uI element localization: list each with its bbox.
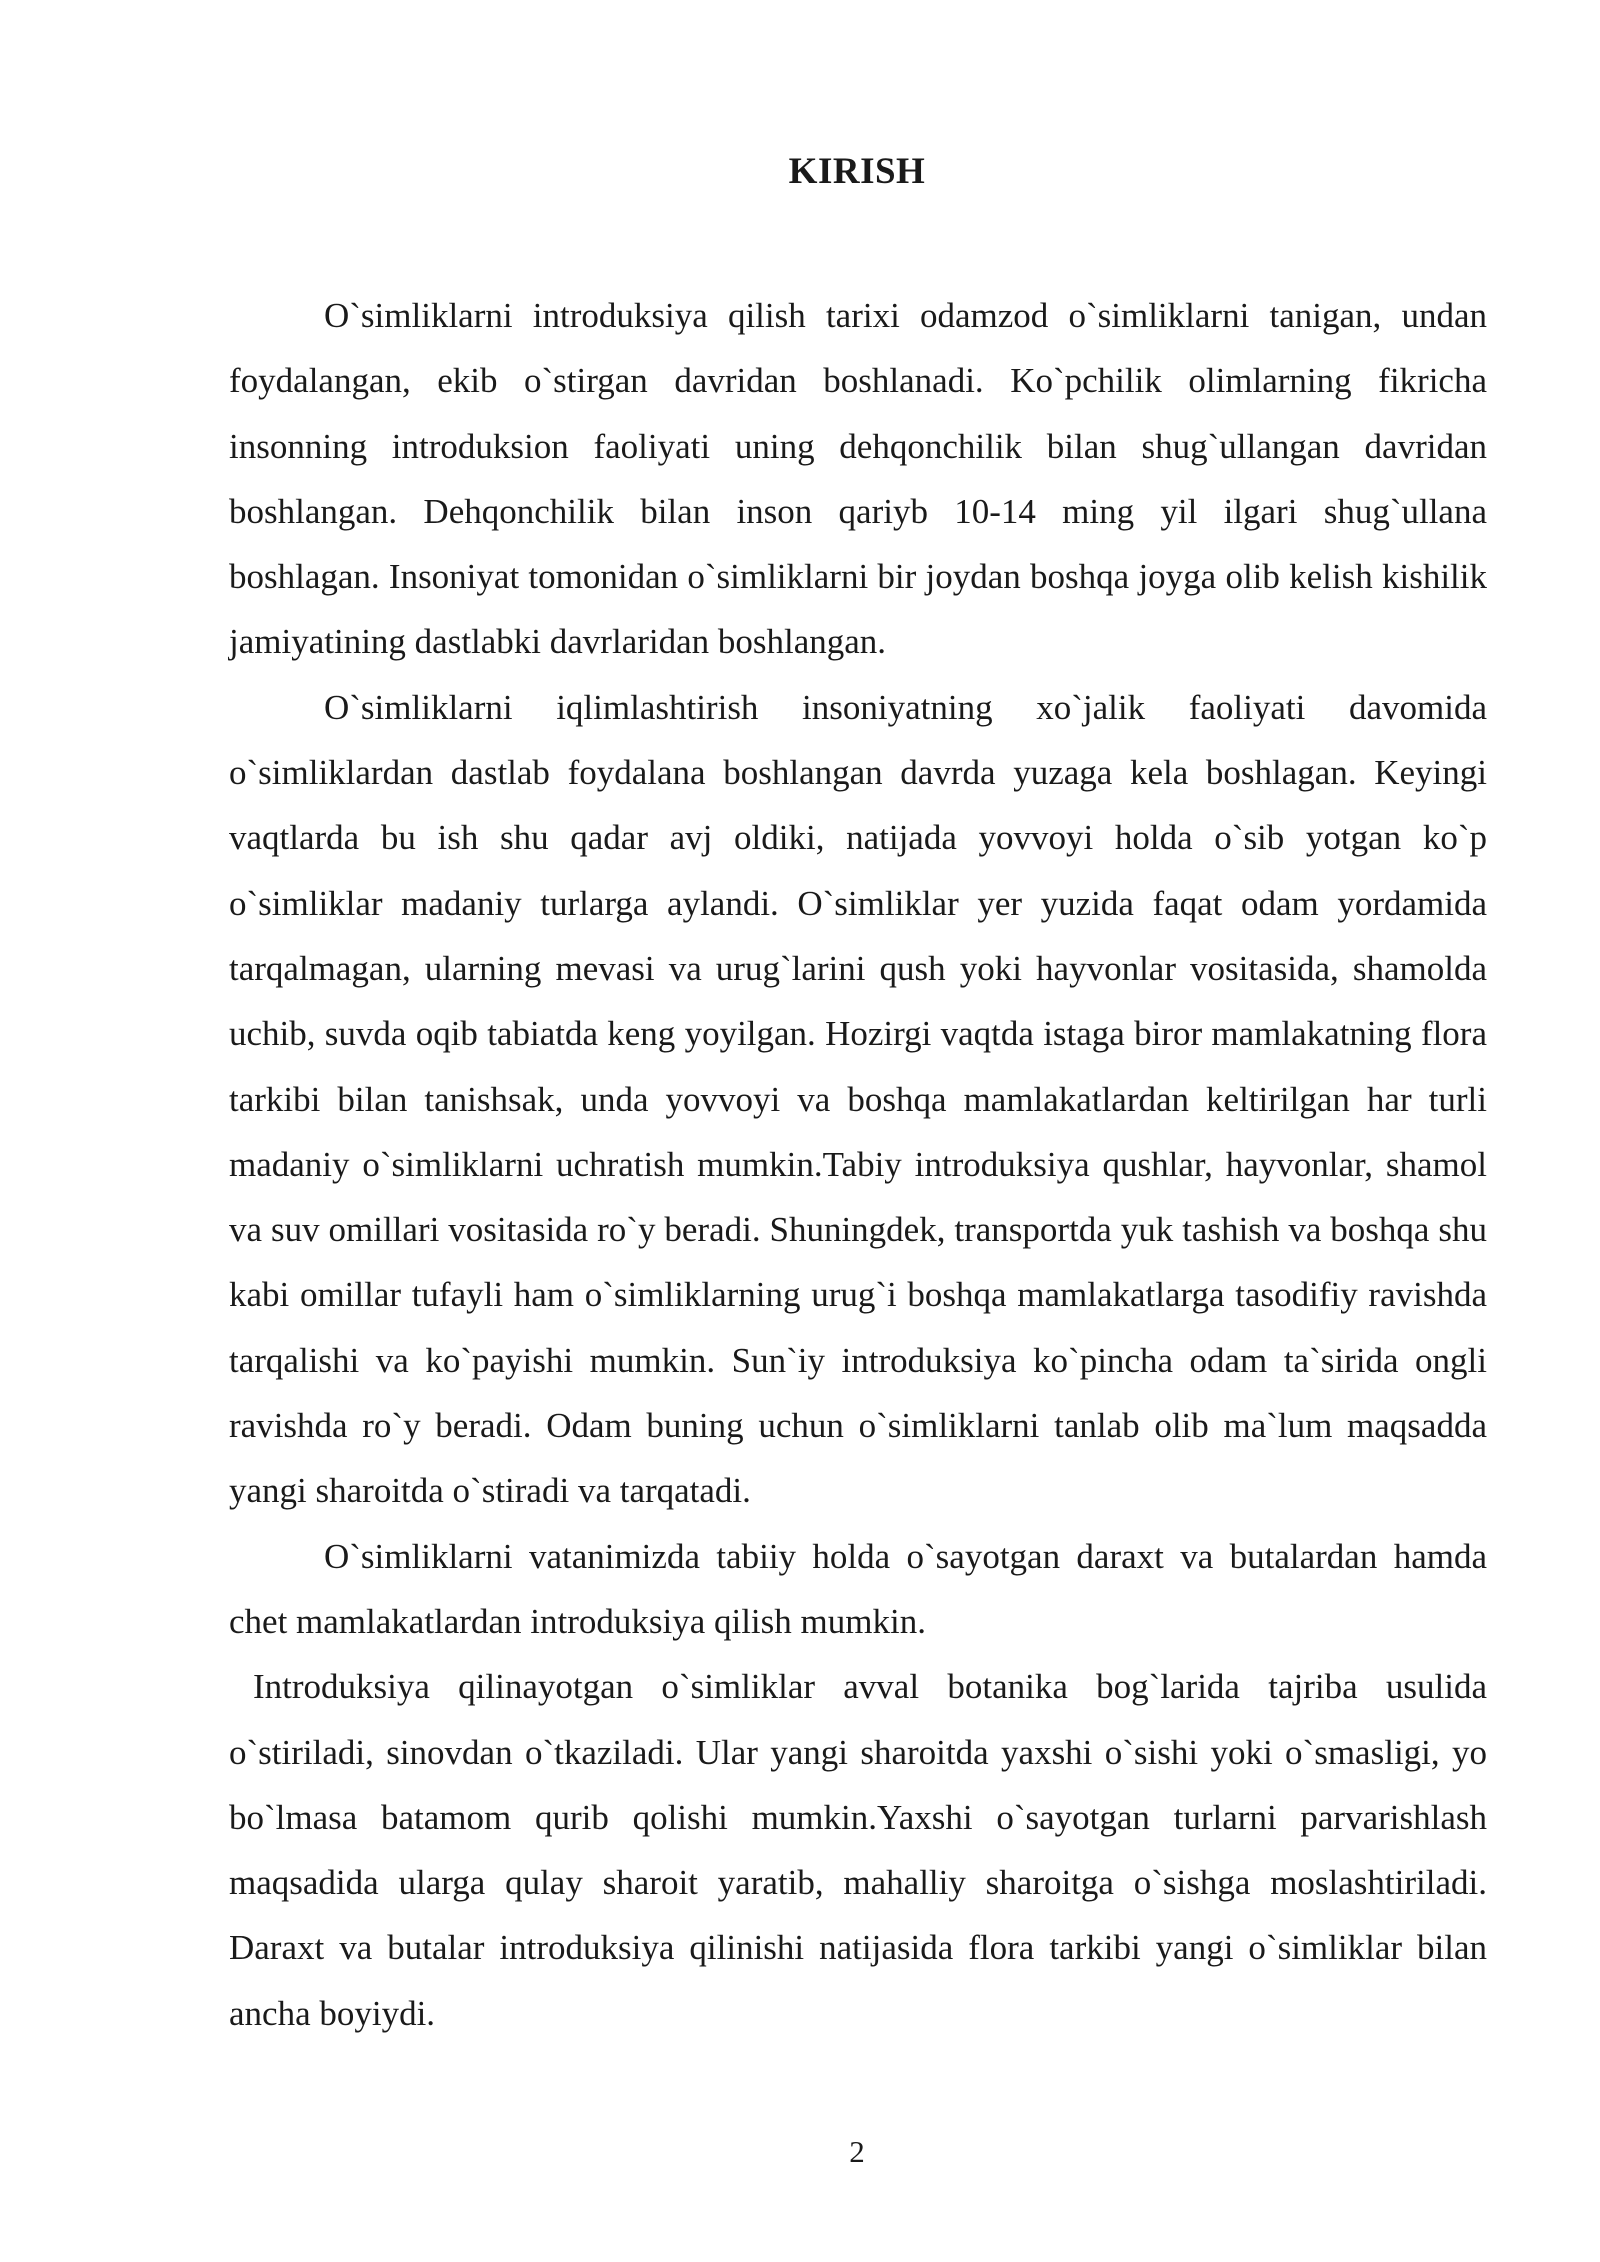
paragraph-4: Introduksiya qilinayotgan o`simliklar avval botanika bog`larida tajriba usulida o`stiriladi, sinovdan o`tkaziladi. Ular yangi sharoitda yaxshi o`sishi yoki o`smasligi, yo bo`lmasa batamom qurib qolishi mumkin.Yaxshi o`sayotgan turlarni parvarishlash maqsadida ularga qulay sharoit yaratib, mahalliy sharoitga o`sishga moslashtiriladi. Daraxt va butalar introduksiya qilinishi natijasida flora tarkibi yangi o`simliklar bilan ancha boyiydi. — [229, 1667, 1487, 2033]
paragraph-1: O`simliklarni introduksiya qilish tarixi odamzod o`simliklarni tanigan, undan foydalangan, ekib o`stirgan davridan boshlanadi. Ko`pchilik olimlarning fikricha insonning introduksion faoliyati uning dehqonchilik bilan shug`ullangan davridan boshlangan. Dehqonchilik bilan inson qariyb 10-14 ming yil ilgari shug`ullana boshlagan. Insoniyat tomonidan o`simliklarni bir joydan boshqa joyga olib kelish kishilik jamiyatining dastlabki davrlaridan boshlangan. — [229, 296, 1487, 662]
page-number: 2 — [849, 2134, 865, 2169]
paragraph-2: O`simliklarni iqlimlashtirish insoniyatning xo`jalik faoliyati davomida o`simliklardan dastlab foydalana boshlangan davrda yuzaga kela boshlagan. Keyingi vaqtlarda bu ish shu qadar avj oldiki, natijada yovvoyi holda o`sib yotgan ko`p o`simliklar madaniy turlarga aylandi. O`simliklar yer yuzida faqat odam yordamida tarqalmagan, ularning mevasi va urug`larini qush yoki hayvonlar vositasida, shamolda uchib, suvda oqib tabiatda keng yoyilgan. Hozirgi vaqtda istaga biror mamlakatning flora tarkibi bilan tanishsak, unda yovvoyi va boshqa mamlakatlardan keltirilgan har turli madaniy o`simliklarni uchratish mumkin.Tabiy introduksiya qushlar, hayvonlar, shamol va suv omillari vositasida ro`y beradi. Shuningdek, transportda yuk tashish va boshqa shu kabi omillar tufayli ham o`simliklarning urug`i boshqa mamlakatlarga tasodifiy ravishda tarqalishi va ko`payishi mumkin. Sun`iy introduksiya ko`pincha odam ta`sirida ongli ravishda ro`y beradi. Odam buning uchun o`simliklarni tanlab olib ma`lum maqsadda yangi sharoitda o`stiradi va tarqatadi. — [229, 687, 1487, 1511]
page-title: KIRISH — [788, 151, 926, 192]
paragraph-3: O`simliklarni vatanimizda tabiiy holda o`sayotgan daraxt va butalardan hamda chet mamlakatlardan introduksiya qilish mumkin. — [229, 1536, 1487, 1641]
document-body — [229, 283, 1487, 2046]
